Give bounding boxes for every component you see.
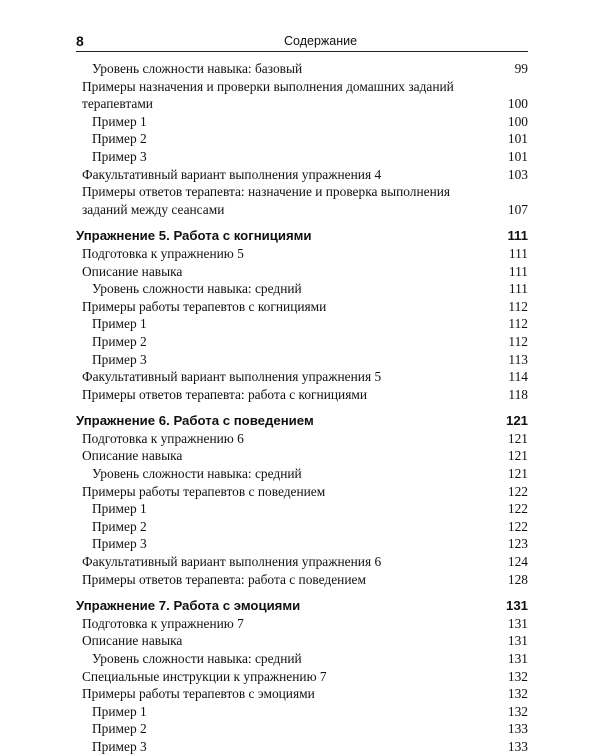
toc-entry-page: 121	[507, 466, 528, 482]
toc-entry	[76, 351, 528, 369]
toc-entry-page: 131	[507, 651, 528, 666]
toc-entry-title: Пример 3	[92, 536, 147, 552]
toc-entry-title: Пример 2	[92, 131, 147, 147]
table-of-contents	[76, 60, 528, 756]
toc-entry	[76, 632, 528, 650]
toc-entry-page: 100	[507, 96, 528, 112]
toc-entry	[76, 465, 528, 483]
toc-entry	[76, 571, 528, 589]
page-header	[76, 33, 528, 51]
toc-entry-page: 131	[507, 633, 528, 649]
toc-entry	[76, 113, 528, 131]
toc-entry-page: 133	[507, 738, 528, 754]
toc-entry	[76, 720, 528, 738]
toc-entry-page: 122	[507, 518, 528, 534]
toc-entry-page: 132	[507, 668, 528, 684]
toc-entry-page: 118	[508, 386, 528, 402]
toc-entry	[76, 166, 528, 184]
toc-entry-page: 112	[508, 333, 528, 349]
toc-entry-title: Примеры работы терапевтов с когнициями	[82, 298, 327, 314]
toc-entry-page: 112	[508, 298, 528, 314]
toc-entry-title: Пример 1	[92, 316, 147, 332]
toc-entry-title: Факультативный вариант выполнения упражнения 4	[82, 166, 382, 182]
page-number: 8	[76, 33, 84, 49]
toc-chapter-heading	[76, 227, 528, 245]
toc-entry-page: 111	[508, 281, 528, 297]
toc-entry	[76, 738, 528, 756]
toc-entry-title: Пример 3	[92, 351, 147, 367]
toc-entry-title: Пример 2	[92, 333, 147, 349]
toc-entry-page: 132	[507, 703, 528, 719]
toc-entry	[76, 518, 528, 536]
toc-entry-page: 99	[514, 61, 528, 76]
toc-entry-page: 122	[507, 501, 528, 517]
toc-entry-title: Описание навыка	[82, 263, 183, 279]
toc-entry	[76, 280, 528, 298]
toc-entry-page: 128	[507, 571, 528, 587]
toc-entry-page: 103	[507, 166, 528, 182]
toc-entry-page: 111	[507, 228, 528, 244]
toc-entry	[76, 650, 528, 668]
toc-entry-page: 122	[507, 483, 528, 499]
toc-entry-title: Примеры ответов терапевта: работа с когнициями	[82, 386, 368, 402]
toc-entry-title: Пример 2	[92, 721, 147, 737]
toc-entry-title: Подготовка к упражнению 6	[82, 430, 244, 446]
toc-entry	[76, 130, 528, 148]
toc-entry-title: Специальные инструкции к упражнению 7	[82, 668, 327, 684]
toc-entry-title: Пример 3	[92, 148, 147, 164]
toc-entry	[76, 386, 528, 404]
toc-entry-title: Факультативный вариант выполнения упражнения 5	[82, 369, 382, 385]
toc-entry-title: Пример 1	[92, 703, 147, 719]
toc-entry	[76, 685, 528, 703]
toc-entry-page: 124	[507, 554, 528, 570]
toc-entry	[76, 148, 528, 166]
toc-entry	[76, 368, 528, 386]
toc-entry	[76, 298, 528, 316]
toc-entry-title: Описание навыка	[82, 633, 183, 649]
toc-entry	[76, 263, 528, 281]
toc-entry	[76, 447, 528, 465]
toc-entry-page: 132	[507, 686, 528, 702]
toc-entry-title: Уровень сложности навыка: базовый	[92, 61, 303, 76]
toc-entry	[76, 500, 528, 518]
toc-entry-title: Упражнение 7. Работа с эмоциями	[76, 598, 301, 614]
running-title: Содержание	[284, 34, 358, 48]
toc-entry-page: 101	[507, 131, 528, 147]
toc-entry-page: 121	[507, 448, 528, 464]
toc-entry	[76, 535, 528, 553]
toc-chapter-heading	[76, 412, 528, 430]
toc-entry-title: Пример 3	[92, 738, 147, 754]
toc-entry-page: 113	[508, 351, 528, 367]
toc-entry-page: 123	[507, 536, 528, 552]
toc-entry-title: Уровень сложности навыка: средний	[92, 651, 302, 666]
toc-entry-title: Подготовка к упражнению 7	[82, 615, 244, 631]
toc-entry-page: 101	[507, 148, 528, 164]
toc-entry-title: Пример 2	[92, 518, 147, 534]
toc-entry	[76, 703, 528, 721]
toc-entry	[76, 60, 528, 78]
toc-entry	[76, 615, 528, 633]
toc-entry-page: 112	[508, 316, 528, 332]
toc-entry	[76, 183, 528, 218]
toc-entry-title: Пример 1	[92, 501, 147, 517]
toc-entry-page: 131	[505, 598, 528, 614]
toc-entry-title: Пример 1	[92, 113, 147, 129]
toc-entry-title: Факультативный вариант выполнения упражнения 6	[82, 554, 382, 570]
toc-entry-page: 133	[507, 721, 528, 737]
toc-entry	[76, 553, 528, 571]
toc-entry-page: 111	[508, 263, 528, 279]
toc-entry	[76, 78, 528, 113]
toc-entry	[76, 245, 528, 263]
toc-chapter-heading	[76, 597, 528, 615]
toc-entry-title: Примеры назначения и проверки выполнения домашних заданий терапевтами	[82, 78, 454, 112]
toc-entry-title: Подготовка к упражнению 5	[82, 245, 244, 261]
toc-entry-page: 100	[507, 113, 528, 129]
toc-entry-page: 111	[508, 245, 528, 261]
toc-entry-title: Примеры работы терапевтов с поведением	[82, 483, 326, 499]
toc-entry	[76, 315, 528, 333]
toc-entry-page: 107	[507, 201, 528, 217]
toc-entry-title: Описание навыка	[82, 448, 183, 464]
toc-entry-title: Упражнение 6. Работа с поведением	[76, 413, 314, 429]
toc-entry	[76, 333, 528, 351]
toc-entry-title: Уровень сложности навыка: средний	[92, 281, 302, 297]
toc-entry	[76, 483, 528, 501]
toc-entry-page: 131	[507, 615, 528, 631]
header-rule	[76, 51, 528, 52]
toc-entry-title: Примеры работы терапевтов с эмоциями	[82, 686, 315, 702]
toc-entry-page: 121	[505, 413, 528, 429]
toc-entry-title: Упражнение 5. Работа с когнициями	[76, 228, 312, 244]
toc-entry-page: 121	[507, 430, 528, 446]
toc-entry-page: 114	[508, 369, 528, 385]
toc-entry	[76, 430, 528, 448]
toc-entry-title: Примеры ответов терапевта: работа с поведением	[82, 571, 366, 587]
toc-entry-title: Примеры ответов терапевта: назначение и проверка выполнения заданий между сеансами	[82, 184, 451, 217]
toc-entry	[76, 668, 528, 686]
toc-entry-title: Уровень сложности навыка: средний	[92, 466, 302, 482]
